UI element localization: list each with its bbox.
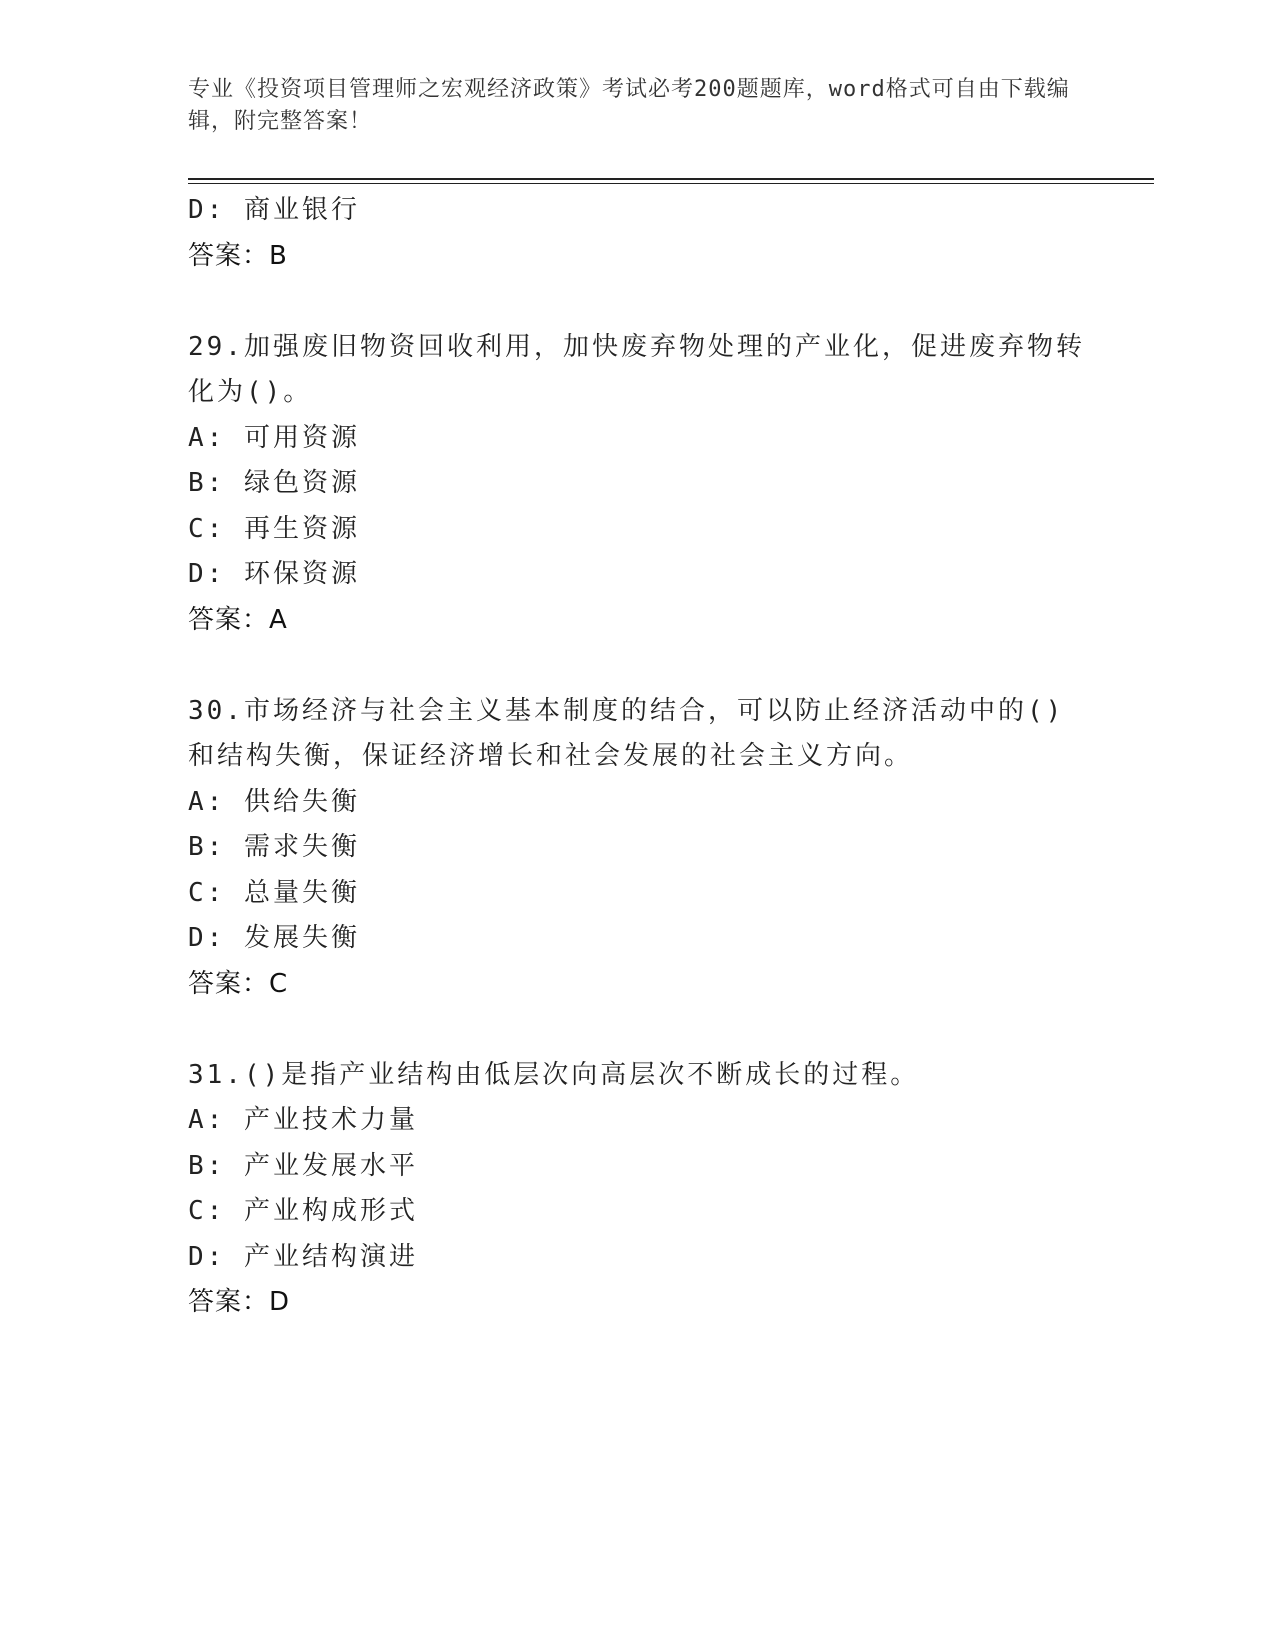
question-31	[188, 1053, 1088, 1326]
question-stem: 31.()是指产业结构由低层次向高层次不断成长的过程。	[188, 1059, 920, 1090]
question-answer: 答案：A	[188, 604, 288, 635]
header-rule-thin	[188, 183, 1154, 184]
option-b: B: 绿色资源	[188, 468, 360, 498]
option-b: B: 需求失衡	[188, 832, 360, 862]
question-stem: 30.市场经济与社会主义基本制度的结合，可以防止经济活动中的()和结构失衡，保证经济增长和社会发展的社会主义方向。	[188, 695, 1065, 771]
option-d: D: 环保资源	[188, 559, 360, 589]
option-a: A: 产业技术力量	[188, 1105, 418, 1135]
option-c: C: 总量失衡	[188, 877, 360, 908]
question-content	[188, 188, 1088, 1326]
carryover-option-d: D: 商业银行	[188, 195, 360, 225]
question-stem: 29.加强废旧物资回收利用，加快废弃物处理的产业化，促进废弃物转化为()。	[188, 331, 1085, 407]
document-header: 专业《投资项目管理师之宏观经济政策》考试必考200题题库，word格式可自由下载编辑，附完整答案！	[188, 77, 1070, 134]
option-d: D: 产业结构演进	[188, 1241, 418, 1272]
question-answer: 答案：C	[188, 968, 289, 999]
header-rule-thick	[188, 178, 1154, 180]
option-d: D: 发展失衡	[188, 923, 360, 953]
spacer	[188, 279, 1088, 325]
option-b: B: 产业发展水平	[188, 1150, 418, 1181]
question-29	[188, 325, 1088, 644]
option-c: C: 再生资源	[188, 513, 360, 544]
spacer	[188, 1007, 1088, 1053]
option-a: A: 可用资源	[188, 422, 360, 453]
option-a: A: 供给失衡	[188, 786, 360, 817]
question-30	[188, 689, 1088, 1008]
question-answer: 答案：D	[188, 1287, 291, 1317]
spacer	[188, 643, 1088, 689]
option-c: C: 产业构成形式	[188, 1196, 418, 1226]
carryover-answer: 答案：B	[188, 240, 288, 271]
